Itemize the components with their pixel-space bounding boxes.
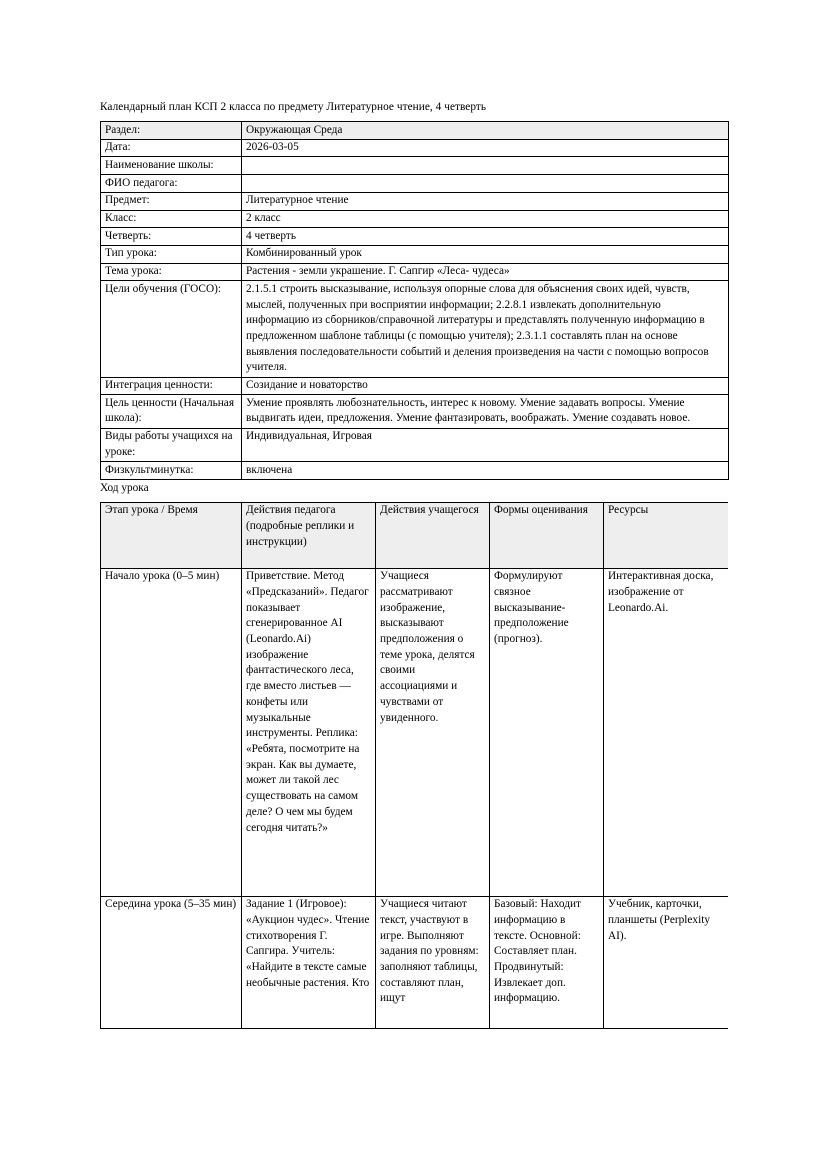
info-label-quarter: Четверть:: [101, 228, 242, 246]
info-label-objectives: Цели обучения (ГОСО):: [101, 281, 242, 377]
info-value-quarter: 4 четверть: [242, 228, 729, 246]
info-label-teacher-name: ФИО педагога:: [101, 175, 242, 193]
flow-assessment-middle: Базовый: Находит информацию в тексте. Основной: Составляет план. Продвинутый: Извлекает доп. информацию.: [490, 896, 604, 1028]
flow-resources-middle: Учебник, карточки, планшеты (Perplexity AI).: [604, 896, 729, 1028]
info-value-value-goal: Умение проявлять любознательность, интерес к новому. Умение задавать вопросы. Умение выдвигать идеи, предложения. Умение фантазировать, воображать. Умение создавать новое.: [242, 395, 729, 428]
info-value-subject: Литературное чтение: [242, 192, 729, 210]
info-value-data: 2026-03-05: [242, 139, 729, 157]
column-header-student-actions: Действия учащегося: [376, 502, 490, 568]
info-label-lesson-topic: Тема урока:: [101, 263, 242, 281]
table-row: [101, 896, 729, 1028]
info-label-school: Наименование школы:: [101, 157, 242, 175]
table-row: [101, 122, 729, 140]
section-label-lesson-flow: Ход урока: [100, 481, 149, 494]
flow-assessment-start: Формулируют связное высказывание-предположение (прогноз).: [490, 568, 604, 896]
info-label-data: Дата:: [101, 139, 242, 157]
info-label-value-goal: Цель ценности (Начальная школа):: [101, 395, 242, 428]
flow-stage-middle: Середина урока (5–35 мин): [101, 896, 242, 1028]
table-row: [101, 281, 729, 377]
info-label-physical-break: Физкультминутка:: [101, 462, 242, 480]
info-value-razdel: Окружающая Среда: [242, 122, 729, 140]
column-header-resources: Ресурсы: [604, 502, 729, 568]
flow-resources-start: Интерактивная доска, изображение от Leonardo.Ai.: [604, 568, 729, 896]
table-row: [101, 210, 729, 228]
table-row: [101, 568, 729, 896]
flow-student-start: Учащиеся рассматривают изображение, высказывают предположения о теме урока, делятся своими ассоциациями и чувствами от увиденного.: [376, 568, 490, 896]
info-value-grade: 2 класс: [242, 210, 729, 228]
flow-teacher-start: Приветствие. Метод «Предсказаний». Педагог показывает сгенерированное AI (Leonardo.Ai) изображение фантастического леса, где вместо листьев — конфеты или музыкальные инструменты. Реплика: «Ребята, посмотрите на экран. Как вы думаете, может ли такой лес существовать на самом деле? О чем мы будем сегодня читать?»: [242, 568, 376, 896]
lesson-flow-table-clip: [100, 502, 728, 1065]
info-label-razdel: Раздел:: [101, 122, 242, 140]
info-label-lesson-type: Тип урока:: [101, 245, 242, 263]
lesson-info-table-body: [101, 122, 729, 480]
info-label-value-integration: Интеграция ценности:: [101, 377, 242, 395]
flow-teacher-middle: Задание 1 (Игровое): «Аукцион чудес». Чтение стихотворения Г. Сапгира. Учитель: «Найдите в тексте самые необычные растения. Кто: [242, 896, 376, 1028]
column-header-assessment-forms: Формы оценивания: [490, 502, 604, 568]
info-label-work-types: Виды работы учащихся на уроке:: [101, 428, 242, 461]
lesson-info-table: [100, 121, 729, 480]
table-row: [101, 139, 729, 157]
lesson-flow-table-head: [101, 502, 729, 568]
table-row: [101, 428, 729, 461]
table-row: [101, 157, 729, 175]
page-title: Календарный план КСП 2 класса по предмету Литературное чтение, 4 четверть: [100, 101, 487, 113]
info-label-subject: Предмет:: [101, 192, 242, 210]
table-row: [101, 395, 729, 428]
table-row: [101, 192, 729, 210]
column-header-teacher-actions: Действия педагога (подробные реплики и инструкции): [242, 502, 376, 568]
info-value-teacher-name: [242, 175, 729, 193]
info-value-school: [242, 157, 729, 175]
table-header-row: [101, 502, 729, 568]
info-label-grade: Класс:: [101, 210, 242, 228]
table-row: [101, 263, 729, 281]
table-row: [101, 175, 729, 193]
table-row: [101, 245, 729, 263]
table-row: [101, 462, 729, 480]
flow-student-middle: Учащиеся читают текст, участвуют в игре. Выполняют задания по уровням: заполняют таблицы, составляют план, ищут: [376, 896, 490, 1028]
info-value-physical-break: включена: [242, 462, 729, 480]
lesson-flow-table-body: [101, 568, 729, 1028]
info-value-value-integration: Созидание и новаторство: [242, 377, 729, 395]
flow-stage-start: Начало урока (0–5 мин): [101, 568, 242, 896]
info-value-work-types: Индивидуальная, Игровая: [242, 428, 729, 461]
column-header-stage: Этап урока / Время: [101, 502, 242, 568]
info-value-objectives: 2.1.5.1 строить высказывание, используя опорные слова для объяснения своих идей, чувств, мыслей, полученных при восприятии информации; 2.2.8.1 извлекать дополнительную информацию из сборников/справочной литературы и представлять полученную информацию в предложенном шаблоне таблицы (с помощью учителя); 2.3.1.1 составлять план на основе выявления последовательности событий и деления произведения на части с помощью вопросов учителя.: [242, 281, 729, 377]
table-row: [101, 228, 729, 246]
info-value-lesson-type: Комбинированный урок: [242, 245, 729, 263]
info-value-lesson-topic: Растения - земли украшение. Г. Сапгир «Леса- чудеса»: [242, 263, 729, 281]
table-row: [101, 377, 729, 395]
lesson-flow-table: [100, 502, 728, 1029]
